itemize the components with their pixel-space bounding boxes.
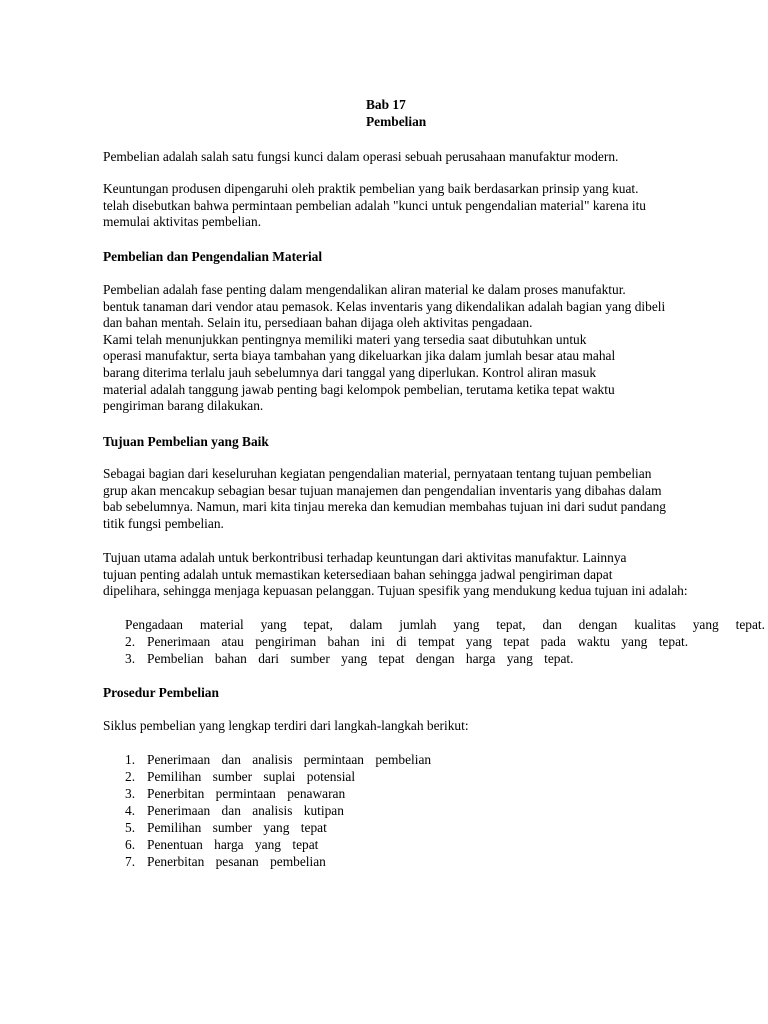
chapter-title: Pembelian — [366, 114, 427, 129]
intro-paragraph: Pembelian adalah salah satu fungsi kunci dalam operasi sebuah perusahaan manufaktur modern. — [103, 149, 619, 164]
procedure-step: 4. Penerimaan dan analisis kutipan — [125, 803, 344, 818]
goal-list-item: Pengadaan material yang tepat, dalam jumlah yang tepat, dan dengan kualitas yang tepat. — [125, 617, 765, 632]
goal-list-item: 2. Penerimaan atau pengiriman bahan ini di tempat yang tepat pada waktu yang tepat. — [125, 634, 689, 649]
chapter-number: Bab 17 — [366, 97, 406, 112]
procedure-step: 6. Penentuan harga yang tepat — [125, 837, 319, 852]
procedure-step: 2. Pemilihan sumber suplai potensial — [125, 769, 356, 784]
paragraph-profit: Keuntungan produsen dipengaruhi oleh praktik pembelian yang baik berdasarkan prinsip yang kuat. telah disebutkan bahwa permintaan pembelian adalah "kunci untuk pengendalian material" karena itu memulai aktivitas pembelian. — [103, 181, 647, 230]
procedure-step: 5. Pemilihan sumber yang tepat — [125, 820, 327, 835]
procedure-step: 7. Penerbitan pesanan pembelian — [125, 854, 326, 869]
procedure-step: 3. Penerbitan permintaan penawaran — [125, 786, 346, 801]
section-heading-procedure: Prosedur Pembelian — [103, 685, 219, 700]
procedure-step: 1. Penerimaan dan analisis permintaan pembelian — [125, 752, 432, 767]
paragraph-procedure-intro: Siklus pembelian yang lengkap terdiri dari langkah-langkah berikut: — [103, 718, 469, 733]
section-heading-material-control: Pembelian dan Pengendalian Material — [103, 249, 323, 264]
paragraph-main-goal: Tujuan utama adalah untuk berkontribusi terhadap keuntungan dari aktivitas manufaktur. Lainnya tujuan penting adalah untuk memastikan ketersediaan bahan sehingga jadwal pengiriman dapat dipelihara, sehingga menjaga kepuasan pelanggan. Tujuan spesifik yang mendukung kedua tujuan ini adalah: — [103, 550, 688, 599]
paragraph-material-control: Pembelian adalah fase penting dalam mengendalikan aliran material ke dalam proses manufaktur. bentuk tanaman dari vendor atau pemasok. Kelas inventaris yang dikendalikan adalah bagian yang dibeli dan bahan mentah. Selain itu, persediaan bahan dijaga oleh aktivitas pengadaan. Kami telah menunjukkan pentingnya memiliki materi yang tersedia saat dibutuhkan untuk operasi manufaktur, serta biaya tambahan yang dikeluarkan jika dalam jumlah besar atau mahal barang diterima terlalu jauh sebelumnya dari tanggal yang diperlukan. Kontrol aliran masuk material adalah tanggung jawab penting bagi kelompok pembelian, terutama ketika tepat waktu pengiriman barang dilakukan. — [103, 282, 666, 414]
paragraph-goals-intro: Sebagai bagian dari keseluruhan kegiatan pengendalian material, pernyataan tentang tujuan pembelian grup akan mencakup sebagian besar tujuan manajemen dan pengendalian inventaris yang dibahas dalam bab sebelumnya. Namun, mari kita tinjau mereka dan kemudian membahas tujuan ini dari sudut pandang titik fungsi pembelian. — [103, 466, 666, 531]
section-heading-goals: Tujuan Pembelian yang Baik — [103, 434, 269, 449]
goal-list-item: 3. Pembelian bahan dari sumber yang tepat dengan harga yang tepat. — [125, 651, 574, 666]
